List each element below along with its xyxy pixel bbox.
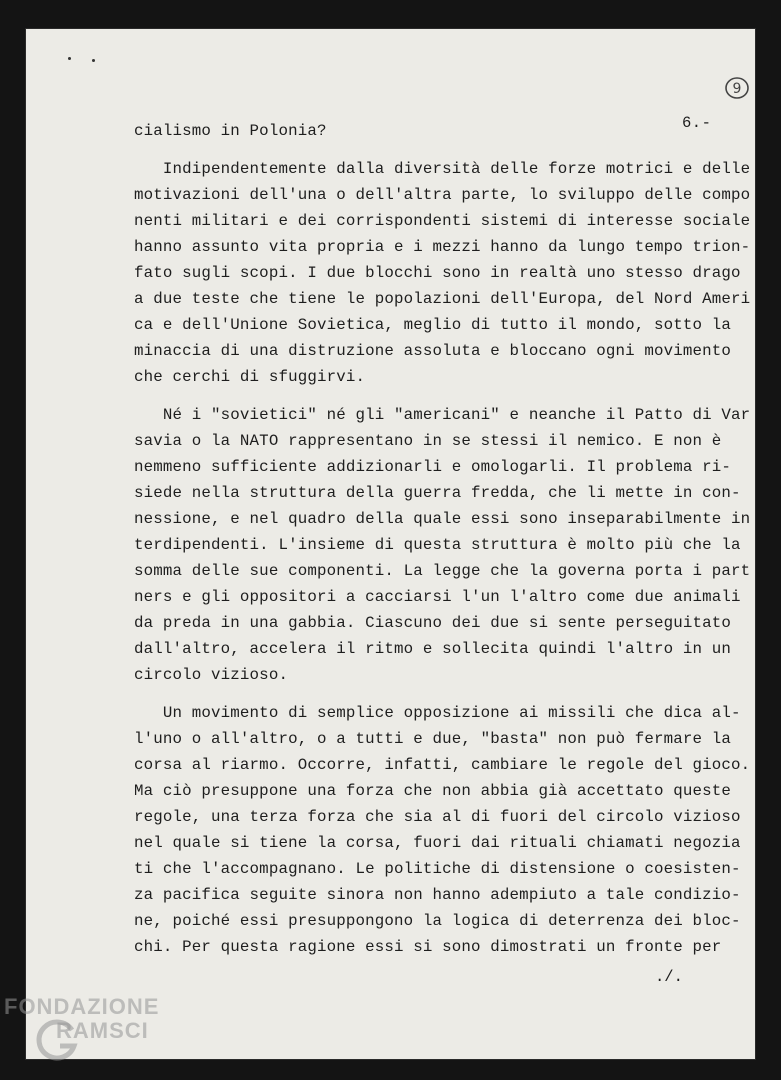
text-line: cialismo in Polonia? bbox=[134, 122, 327, 140]
text-line: siede nella struttura della guerra fredda, che li mette in con- bbox=[134, 484, 741, 502]
paragraph bbox=[134, 156, 751, 390]
paragraph-gap bbox=[134, 390, 724, 402]
text-line: Indipendentemente dalla diversità delle forze motrici e delle bbox=[134, 160, 751, 178]
text-line: minaccia di una distruzione assoluta e bloccano ogni movimento bbox=[134, 342, 732, 360]
text-line: da preda in una gabbia. Ciascuno dei due si sente perseguitato bbox=[134, 614, 732, 632]
archive-number-mark bbox=[724, 75, 750, 101]
text-line: l'uno o all'altro, o a tutti e due, "basta" non può fermare la bbox=[134, 730, 732, 748]
watermark-line2: RAMSCI bbox=[56, 1018, 149, 1043]
paragraph bbox=[134, 700, 751, 960]
text-line: a due teste che tiene le popolazioni dell'Europa, del Nord Ameri bbox=[134, 290, 751, 308]
text-line: somma delle sue componenti. La legge che la governa porta i part bbox=[134, 562, 751, 580]
text-line: ti che l'accompagnano. Le politiche di distensione o coesisten- bbox=[134, 860, 741, 878]
text-line: che cerchi di sfuggirvi. bbox=[134, 368, 366, 386]
text-line: savia o la NATO rappresentano in se stessi il nemico. E non è bbox=[134, 432, 722, 450]
archive-number: 9 bbox=[732, 81, 742, 97]
text-line: fato sugli scopi. I due blocchi sono in realtà uno stesso drago bbox=[134, 264, 741, 282]
text-line: Ma ciò presuppone una forza che non abbia già accettato queste bbox=[134, 782, 732, 800]
paper-speck bbox=[68, 57, 71, 60]
paragraph bbox=[134, 118, 724, 144]
text-line: motivazioni dell'una o dell'altra parte, lo sviluppo delle compo bbox=[134, 186, 751, 204]
text-line: Un movimento di semplice opposizione ai missili che dica al- bbox=[134, 704, 741, 722]
text-line: terdipendenti. L'insieme di questa struttura è molto più che la bbox=[134, 536, 741, 554]
text-line: ca e dell'Unione Sovietica, meglio di tutto il mondo, sotto la bbox=[134, 316, 732, 334]
text-line: hanno assunto vita propria e i mezzi hanno da lungo tempo trion- bbox=[134, 238, 751, 256]
continuation-mark: ./. bbox=[655, 968, 683, 986]
paragraph-gap bbox=[134, 144, 724, 156]
watermark-line1: FONDAZIONE bbox=[4, 994, 160, 1019]
text-line: corsa al riarmo. Occorre, infatti, cambiare le regole del gioco. bbox=[134, 756, 751, 774]
paper-speck bbox=[92, 59, 95, 62]
page-number: 6.- bbox=[682, 114, 712, 132]
body-text bbox=[134, 118, 751, 960]
text-line: regole, una terza forza che sia al di fuori del circolo vizioso bbox=[134, 808, 741, 826]
fondazione-gramsci-watermark bbox=[4, 994, 204, 1074]
text-line: circolo vizioso. bbox=[134, 666, 289, 684]
text-line: nel quale si tiene la corsa, fuori dai rituali chiamati negozia bbox=[134, 834, 741, 852]
text-line: dall'altro, accelera il ritmo e sollecita quindi l'altro in un bbox=[134, 640, 732, 658]
text-line: ners e gli oppositori a cacciarsi l'un l'altro come due animali bbox=[134, 588, 741, 606]
paragraph bbox=[134, 402, 751, 688]
text-line: nenti militari e dei corrispondenti sistemi di interesse sociale bbox=[134, 212, 751, 230]
text-line: Né i "sovietici" né gli "americani" e neanche il Patto di Var bbox=[134, 406, 751, 424]
text-line: za pacifica seguite sinora non hanno adempiuto a tale condizio- bbox=[134, 886, 741, 904]
text-line: chi. Per questa ragione essi si sono dimostrati un fronte per bbox=[134, 938, 722, 956]
text-line: nemmeno sufficiente addizionarli e omologarli. Il problema ri- bbox=[134, 458, 732, 476]
text-line: nessione, e nel quadro della quale essi sono inseparabilmente in bbox=[134, 510, 751, 528]
paragraph-gap bbox=[134, 688, 724, 700]
text-line: ne, poiché essi presuppongono la logica di deterrenza dei bloc- bbox=[134, 912, 741, 930]
